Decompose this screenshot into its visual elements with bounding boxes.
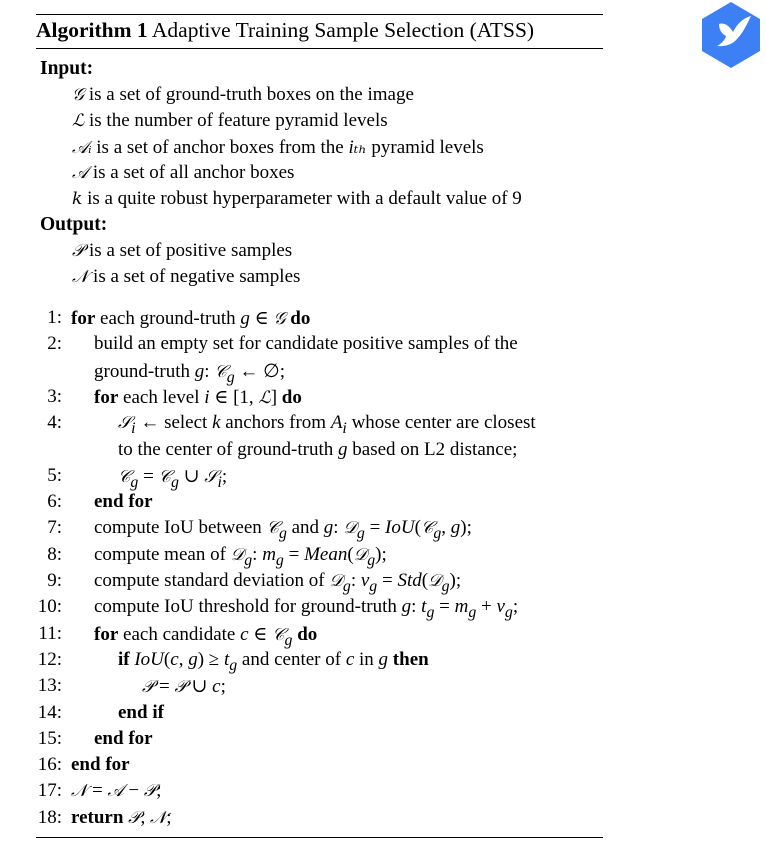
output-symbol: 𝒩 <box>72 267 89 287</box>
input-item <box>72 84 414 106</box>
line-code: for each candidate c ∈ 𝒞$_g$ do <box>94 623 318 649</box>
input-tail-symbol: iₜₕ <box>348 137 367 158</box>
line-code: 𝒮$_i$ ← select k anchors from $A_i$ whose center are closest <box>118 412 536 437</box>
line-code: for each level i ∈ [1, ℒ] do <box>94 386 302 408</box>
line-number: 2: <box>47 333 62 355</box>
line-code: ground-truth g: 𝒞$_g$ ← ∅; <box>94 360 285 386</box>
top-rule <box>36 14 603 15</box>
line-code: compute mean of 𝒟$_g$: $m_g$ = Mean(𝒟$_g$); <box>94 543 387 569</box>
output-item <box>72 240 292 262</box>
line-code: compute IoU between 𝒞$_g$ and g: 𝒟$_g$ = IoU(𝒞$_g$, g); <box>94 517 472 543</box>
input-item <box>72 162 294 184</box>
input-symbol: 𝒢 <box>72 85 85 105</box>
line-number: 10: <box>37 596 62 618</box>
input-text: is the number of feature pyramid levels <box>84 110 388 131</box>
input-text: is a set of ground-truth boxes on the image <box>84 84 414 105</box>
algorithm-name: Adaptive Training Sample Selection (ATSS) <box>151 18 535 42</box>
line-number: 7: <box>47 517 62 539</box>
line-code: end for <box>94 727 153 749</box>
line-code: return 𝒫, 𝒩; <box>71 806 172 828</box>
input-symbol: k <box>72 189 83 209</box>
line-number: 13: <box>37 675 62 697</box>
line-code: end if <box>118 701 164 723</box>
algorithm-title <box>36 18 534 43</box>
line-code: end for <box>94 491 153 513</box>
line-number: 9: <box>47 570 62 591</box>
line-code: end for <box>71 754 130 776</box>
line-code: 𝒞$_g$ = 𝒞$_g$ ∪ 𝒮$_i$; <box>118 465 228 491</box>
line-number: 12: <box>37 648 62 670</box>
line-number: 8: <box>47 543 62 565</box>
line-code: compute standard deviation of 𝒟$_g$: $v_g$ = Std(𝒟$_g$); <box>94 570 462 595</box>
line-number: 18: <box>37 806 62 828</box>
line-code: 𝒩 = 𝒜 − 𝒫; <box>71 780 162 802</box>
line-code: if IoU(c, $g) \ge t_g$ and center of c in g then <box>118 648 429 674</box>
input-text: is a set of all anchor boxes <box>88 162 295 183</box>
input-item <box>72 110 388 132</box>
line-number: 5: <box>47 464 62 486</box>
input-symbol: 𝒜ᵢ <box>72 138 92 158</box>
input-symbol: 𝒜 <box>72 163 89 183</box>
line-number: 6: <box>47 491 62 513</box>
output-item <box>72 266 300 288</box>
input-item <box>72 188 522 210</box>
input-text: is a quite robust hyperparameter with a default value of 9 <box>82 188 522 209</box>
line-number: 4: <box>47 412 62 434</box>
line-code: build an empty set for candidate positive samples of the <box>94 333 518 355</box>
line-code: compute IoU threshold for ground-truth g: $t_g = m_g + v_g$; <box>94 596 519 622</box>
output-text: is a set of negative samples <box>88 266 301 287</box>
bird-logo-icon <box>697 0 766 70</box>
line-number: 16: <box>37 754 62 776</box>
algorithm-label: Algorithm 1 <box>36 18 148 42</box>
line-number: 11: <box>38 622 62 644</box>
output-symbol: 𝒫 <box>72 241 85 261</box>
line-number: 15: <box>37 727 62 749</box>
input-item <box>72 136 484 159</box>
line-number: 17: <box>37 780 62 802</box>
output-heading: Output: <box>40 214 108 235</box>
input-symbol: ℒ <box>72 111 85 131</box>
input-tail-text: pyramid levels <box>366 137 484 158</box>
input-text: is a set of anchor boxes from the <box>91 137 349 158</box>
title-rule <box>36 48 603 49</box>
line-number: 3: <box>47 385 62 407</box>
line-code: 𝒫 = 𝒫 ∪ c; <box>142 676 226 698</box>
bottom-rule <box>36 837 603 838</box>
line-number: 14: <box>37 701 62 723</box>
line-code: for each ground-truth g ∈ 𝒢 do <box>71 308 311 329</box>
output-text: is a set of positive samples <box>84 240 293 261</box>
line-number: 1: <box>47 307 62 328</box>
line-code: to the center of ground-truth g based on L2 distance; <box>118 438 518 460</box>
input-heading: Input: <box>40 58 94 79</box>
